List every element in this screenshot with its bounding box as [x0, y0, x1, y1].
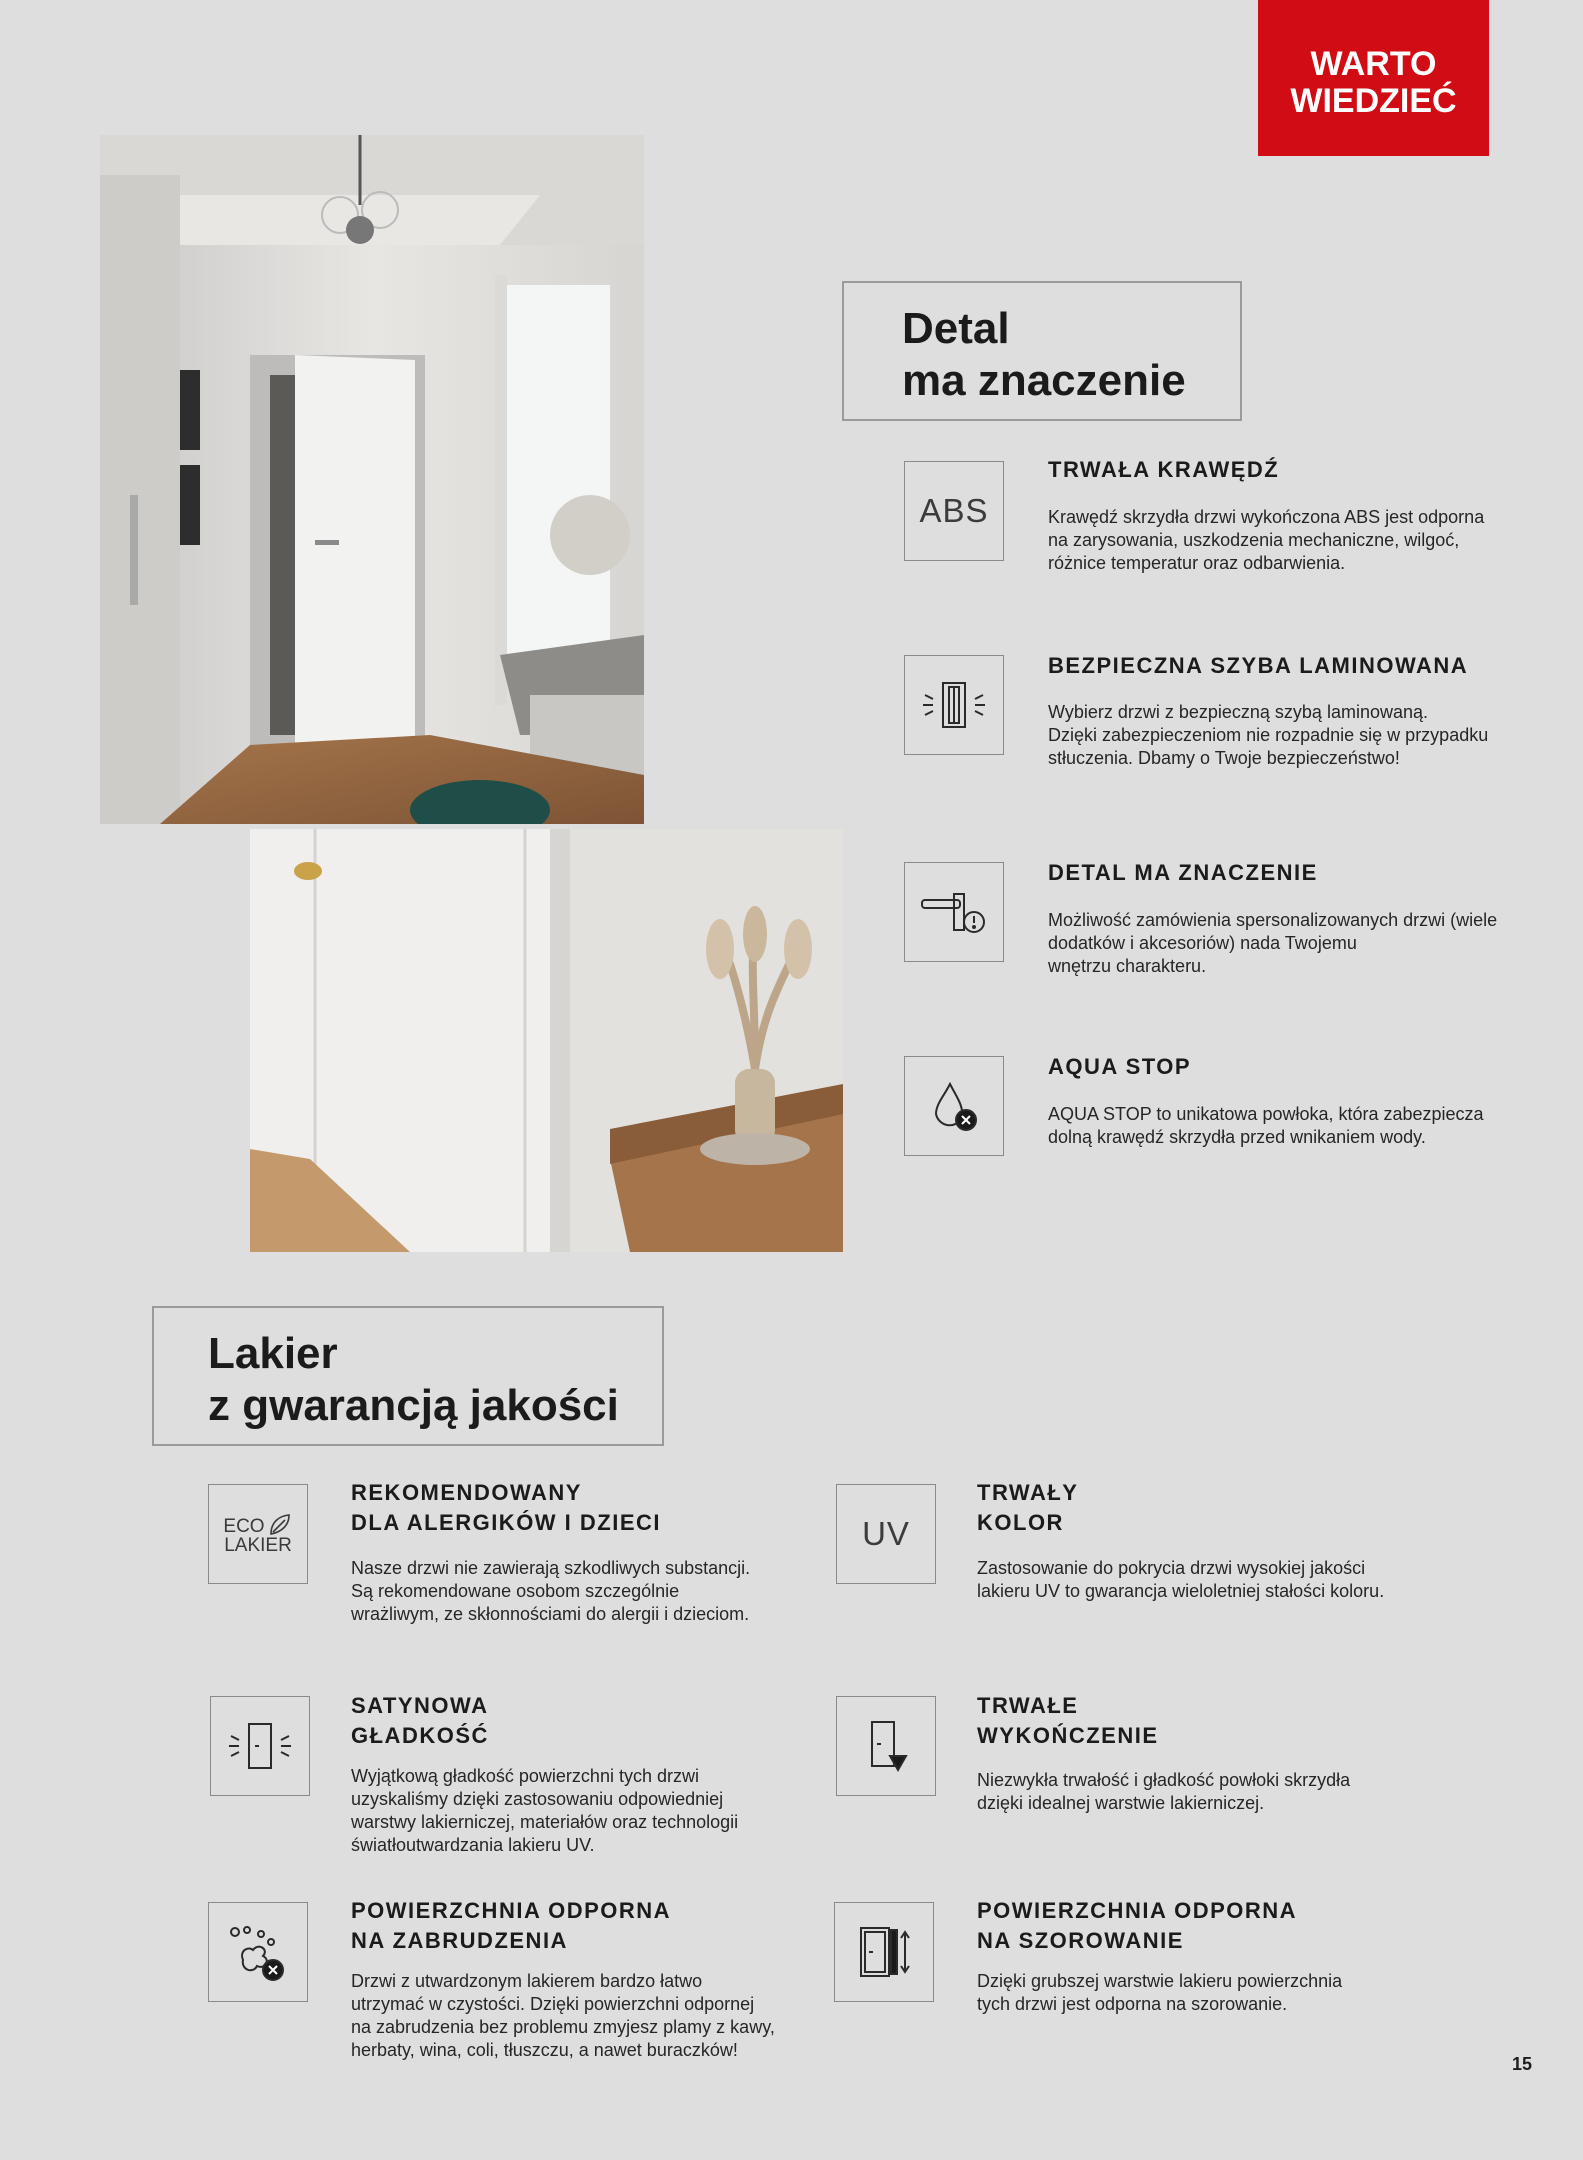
text-line: tych drzwi jest odporna na szorowanie. [977, 1994, 1288, 2014]
feature-heading [351, 1691, 489, 1751]
text-line: na zabrudzenia bez problemu zmyjesz plamy z kawy, [351, 2017, 775, 2037]
feature-description [977, 1557, 1384, 1603]
heading-line: POWIERZCHNIA ODPORNA [351, 1898, 672, 1923]
text-line: dolną krawędź skrzydła przed wnikaniem wody. [1048, 1127, 1426, 1147]
heading-line: GŁADKOŚĆ [351, 1723, 489, 1748]
badge-line-2: WIEDZIEĆ [1290, 82, 1457, 120]
feature-heading: BEZPIECZNA SZYBA LAMINOWANA [1048, 653, 1469, 678]
door-handle-alert-icon [904, 862, 1004, 962]
badge-line-1: WARTO [1310, 45, 1437, 83]
text-line: wnętrzu charakteru. [1048, 956, 1207, 976]
section-title-detal [842, 281, 1242, 421]
abs-icon [904, 461, 1004, 561]
text-line: Drzwi z utwardzonym lakierem bardzo łatwo [351, 1971, 703, 1991]
feature-description [351, 1557, 750, 1626]
heading-line: KOLOR [977, 1510, 1064, 1535]
door-drop-icon [836, 1696, 936, 1796]
door-detail-photo [250, 829, 843, 1252]
page-number: 15 [1512, 2054, 1533, 2074]
text-line: na zarysowania, uszkodzenia mechaniczne, wilgoć, [1048, 530, 1460, 550]
text-line: Krawędź skrzydła drzwi wykończona ABS jest odporna [1048, 507, 1485, 527]
text-line: Nasze drzwi nie zawierają szkodliwych substancji. [351, 1558, 751, 1578]
text-line: AQUA STOP to unikatowa powłoka, która zabezpiecza [1048, 1104, 1484, 1124]
lakier-label: LAKIER [224, 1535, 292, 1556]
text-line: różnice temperatur oraz odbarwienia. [1048, 553, 1346, 573]
feature-heading: TRWAŁA KRAWĘDŹ [1048, 457, 1280, 482]
feature-heading: AQUA STOP [1048, 1054, 1192, 1079]
text-line: Są rekomendowane osobom szczególnie [351, 1581, 680, 1601]
text-line: Wybierz drzwi z bezpieczną szybą laminowaną. [1048, 702, 1428, 722]
water-drop-stop-icon [904, 1056, 1004, 1156]
laminated-glass-door-icon [904, 655, 1004, 755]
section-title-line-1: Detal [902, 304, 1010, 353]
scratch-resistant-door-icon [834, 1902, 934, 2002]
section-title-line-2: ma znaczenie [902, 356, 1186, 405]
section-title-line-2: z gwarancją jakości [208, 1381, 619, 1430]
section-title-lakier [152, 1306, 664, 1446]
feature-description [351, 1765, 738, 1857]
text-line: Wyjątkową gładkość powierzchni tych drzwi [351, 1766, 699, 1786]
feature-heading: DETAL MA ZNACZENIE [1048, 860, 1318, 885]
section-title-line-1: Lakier [208, 1329, 338, 1378]
text-line: stłuczenia. Dbamy o Twoje bezpieczeństwo! [1048, 748, 1400, 768]
uv-icon [836, 1484, 936, 1584]
heading-line: TRWAŁE [977, 1693, 1079, 1718]
text-line: herbaty, wina, coli, tłuszczu, a nawet buraczków! [351, 2040, 738, 2060]
text-line: Zastosowanie do pokrycia drzwi wysokiej jakości [977, 1558, 1366, 1578]
feature-heading [977, 1896, 1297, 1956]
text-line: dzięki idealnej warstwie lakierniczej. [977, 1793, 1265, 1813]
hallway-photo [100, 135, 644, 824]
leaf-icon [267, 1512, 293, 1536]
feature-heading [977, 1478, 1078, 1538]
eco-label: ECO [223, 1516, 265, 1537]
warto-wiedziec-badge [1258, 0, 1489, 156]
abs-icon-label: ABS [919, 492, 989, 529]
feature-heading [977, 1691, 1159, 1751]
eco-lakier-icon [208, 1484, 308, 1584]
text-line: uzyskaliśmy dzięki zastosowaniu odpowiedniej [351, 1789, 724, 1809]
feature-description [977, 1970, 1342, 2016]
heading-line: DLA ALERGIKÓW I DZIECI [351, 1510, 662, 1535]
heading-line: NA SZOROWANIE [977, 1928, 1184, 1953]
feature-description [1048, 909, 1497, 978]
text-line: Możliwość zamówienia spersonalizowanych drzwi (wiele [1048, 910, 1498, 930]
satin-door-icon [210, 1696, 310, 1796]
text-line: światłoutwardzania lakieru UV. [351, 1835, 595, 1855]
feature-description [351, 1970, 775, 2062]
uv-icon-label: UV [862, 1515, 910, 1552]
feature-heading [351, 1478, 661, 1538]
text-line: lakieru UV to gwarancja wieloletniej stałości koloru. [977, 1581, 1385, 1601]
feature-heading [351, 1896, 671, 1956]
text-line: warstwy lakierniczej, materiałów oraz technologii [351, 1812, 739, 1832]
text-line: utrzymać w czystości. Dzięki powierzchni odpornej [351, 1994, 755, 2014]
heading-line: SATYNOWA [351, 1693, 489, 1718]
feature-description [1048, 701, 1488, 770]
feature-description [1048, 1103, 1484, 1149]
heading-line: NA ZABRUDZENIA [351, 1928, 568, 1953]
heading-line: POWIERZCHNIA ODPORNA [977, 1898, 1298, 1923]
text-line: dodatków i akcesoriów) nada Twojemu [1048, 933, 1357, 953]
feature-description [977, 1769, 1350, 1815]
heading-line: TRWAŁY [977, 1480, 1079, 1505]
feature-description [1048, 506, 1484, 575]
text-line: Dzięki zabezpieczeniom nie rozpadnie się w przypadku [1048, 725, 1489, 745]
heading-line: WYKOŃCZENIE [977, 1723, 1159, 1748]
text-line: Niezwykła trwałość i gładkość powłoki skrzydła [977, 1770, 1351, 1790]
text-line: Dzięki grubszej warstwie lakieru powierzchnia [977, 1971, 1343, 1991]
stain-resistant-icon [208, 1902, 308, 2002]
text-line: wrażliwym, ze skłonnościami do alergii i dzieciom. [351, 1604, 750, 1624]
heading-line: REKOMENDOWANY [351, 1480, 582, 1505]
